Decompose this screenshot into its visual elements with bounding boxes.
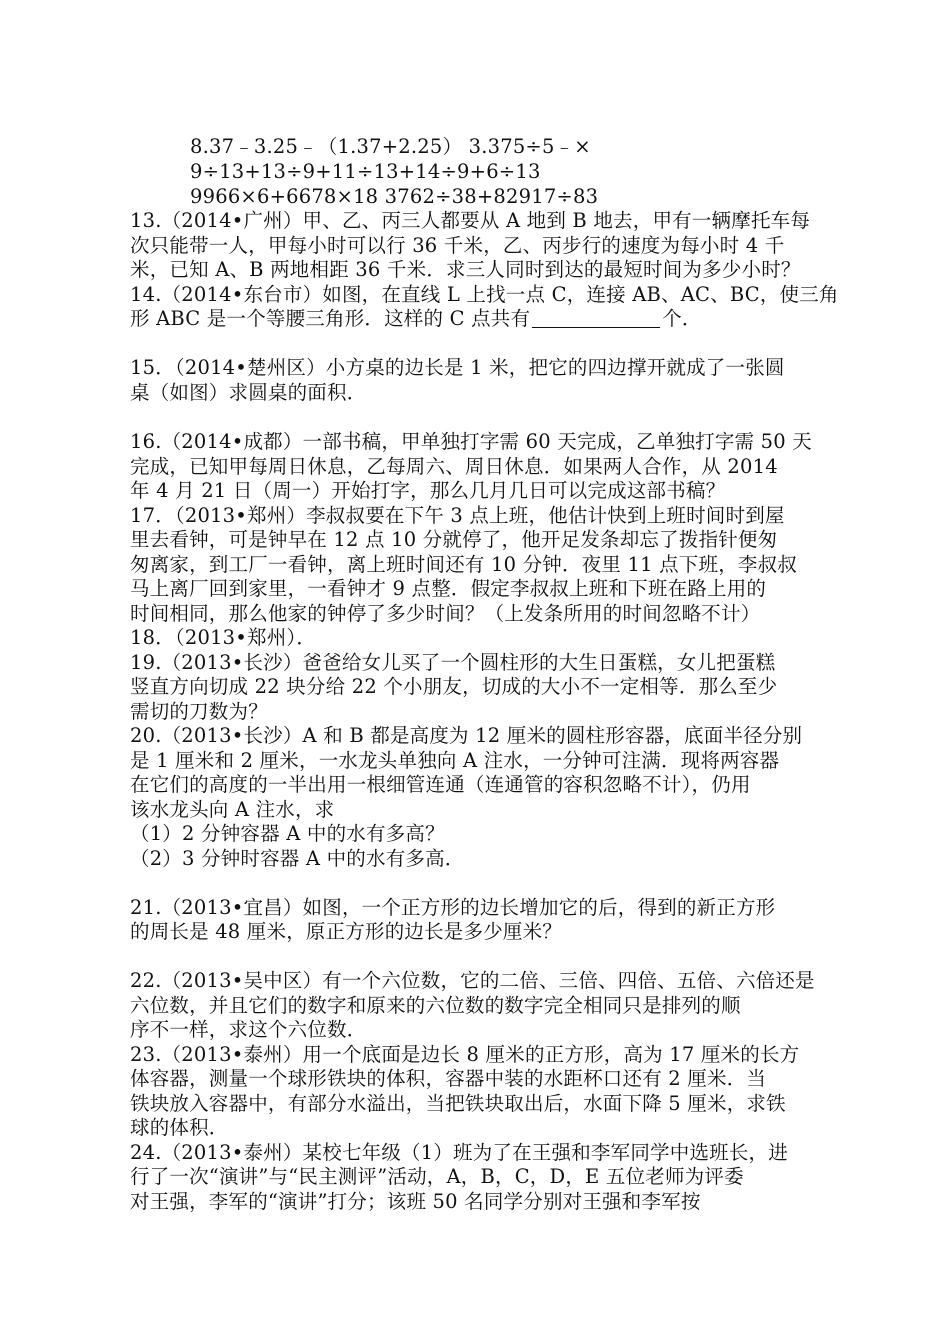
fill-blank-line	[130, 307, 830, 331]
text-line: 里去看钟，可是钟早在 12 点 10 分就停了，他开足发条却忘了拨指针便匆	[130, 528, 778, 551]
text-line: 21.（2013•宜昌）如图，一个正方形的边长增加它的后，得到的新正方形	[130, 896, 776, 919]
text-line: 9966×6+6678×18 3762÷38+82917÷83	[190, 185, 599, 208]
text-line: 马上离厂回到家里，一看钟才 9 点整．假定李叔叔上班和下班在路上用的	[130, 577, 767, 600]
text-line: 对王强，李军的“演讲”打分；该班 50 名同学分别对王强和李军按	[130, 1190, 701, 1213]
text-line: 17．（2013•郑州）李叔叔要在下午 3 点上班，他估计快到上班时间时到屋	[130, 504, 785, 527]
text-line: 在它们的高度的一半出用一根细管连通（连通管的容积忽略不计），仍用	[130, 773, 751, 796]
text-line: 16.（2014•成都）一部书稿，甲单独打字需 60 天完成，乙单独打字需 50 天	[130, 430, 812, 453]
text-line: （1）2 分钟容器 A 中的水有多高？	[130, 822, 445, 845]
text-line: 的周长是 48 厘米，原正方形的边长是多少厘米？	[130, 920, 563, 943]
text-segment: 个．	[662, 307, 702, 330]
text-line: 桌（如图）求圆桌的面积．	[130, 381, 367, 404]
text-line: 15．（2014•楚州区）小方桌的边长是 1 米，把它的四边撑开就成了一张圆	[130, 356, 785, 379]
text-line: 14.（2014•东台市）如图，在直线 L 上找一点 C，连接 AB、AC、BC，使三角	[130, 283, 839, 306]
text-line: 体容器，测量一个球形铁块的体积，容器中装的水距杯口还有 2 厘米．当	[130, 1067, 767, 1090]
text-line: 球的体积．	[130, 1116, 229, 1139]
text-line: 该水龙头向 A 注水，求	[130, 798, 335, 821]
text-line: 是 1 厘米和 2 厘米，一水龙头单独向 A 注水，一分钟可注满．现将两容器	[130, 749, 780, 772]
text-line: 年 4 月 21 日（周一）开始打字，那么几月几日可以完成这部书稿？	[130, 479, 726, 502]
text-line: 需切的刀数为？	[130, 700, 268, 723]
text-line: 20.（2013•长沙）A 和 B 都是高度为 12 厘米的圆柱形容器，底面半径分别	[130, 724, 803, 747]
text-line: 18．（2013•郑州）．	[130, 626, 317, 649]
text-line: 铁块放入容器中，有部分水溢出，当把铁块取出后，水面下降 5 厘米，求铁	[130, 1092, 786, 1115]
text-line: 次只能带一人，甲每小时可以行 36 千米，乙、丙步行的速度为每小时 4 千	[130, 234, 785, 257]
text-line: 行了一次“演讲”与“民主测评”活动，A，B，C，D，E 五位老师为评委	[130, 1165, 744, 1188]
text-line: 六位数，并且它们的数字和原来的六位数的数字完全相同只是排列的顺	[130, 994, 741, 1017]
text-line: 9÷13+13÷9+11÷13+14÷9+6÷13	[190, 160, 541, 183]
text-segment: 形 ABC 是一个等腰三角形．这样的 C 点共有	[130, 307, 531, 330]
text-line: 米，已知 A、B 两地相距 36 千米．求三人同时到达的最短时间为多少小时？	[130, 258, 801, 281]
text-line: （2）3 分钟时容器 A 中的水有多高．	[130, 847, 465, 870]
text-line: 24.（2013•泰州）某校七年级（1）班为了在王强和李军同学中选班长，进	[130, 1141, 788, 1164]
text-line: 22.（2013•吴中区）有一个六位数，它的二倍、三倍、四倍、五倍、六倍还是	[130, 969, 815, 992]
text-line: 8.37﹣3.25﹣（1.37+2.25） 3.375÷5﹣×	[190, 135, 591, 158]
text-line: 时间相同，那么他家的钟停了多少时间？（上发条所用的时间忽略不计）	[130, 602, 761, 625]
text-line: 19.（2013•长沙）爸爸给女儿买了一个圆柱形的大生日蛋糕，女儿把蛋糕	[130, 651, 776, 674]
text-line: 序不一样，求这个六位数．	[130, 1018, 367, 1041]
text-line: 竖直方向切成 22 块分给 22 个小朋友，切成的大小不一定相等．那么至少	[130, 675, 778, 698]
text-line: 23.（2013•泰州）用一个底面是边长 8 厘米的正方形，高为 17 厘米的长方	[130, 1043, 800, 1066]
text-line: 13.（2014•广州）甲、乙、丙三人都要从 A 地到 B 地去，甲有一辆摩托车每	[130, 209, 811, 232]
text-line: 完成，已知甲每周日休息，乙每周六、周日休息．如果两人合作，从 2014	[130, 455, 778, 478]
text-line: 匆离家，到工厂一看钟，离上班时间还有 10 分钟．夜里 11 点下班，李叔叔	[130, 553, 798, 576]
answer-blank	[532, 309, 660, 328]
